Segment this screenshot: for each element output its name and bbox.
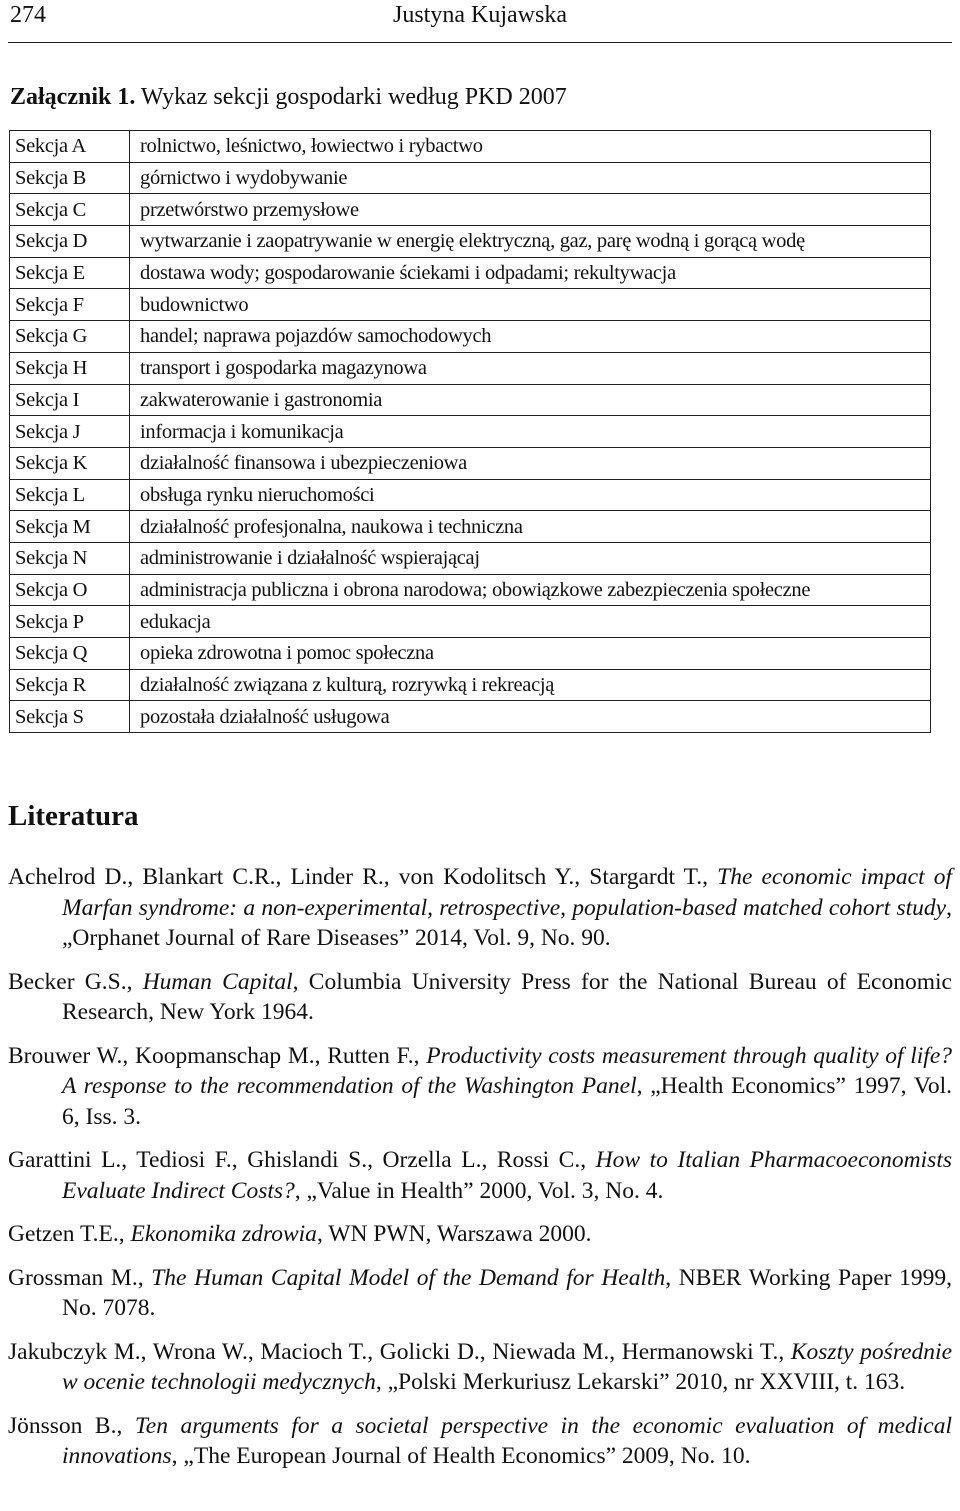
section-description: zakwaterowanie i gastronomia — [130, 384, 931, 416]
table-row — [10, 701, 931, 733]
reference-item — [8, 1041, 952, 1133]
table-row — [10, 479, 931, 511]
annex-label: Załącznik 1. — [10, 84, 136, 110]
section-description: pozostała działalność usługowa — [130, 701, 931, 733]
reference-authors: Getzen T.E., — [8, 1221, 131, 1247]
table-row — [10, 321, 931, 353]
section-description: działalność finansowa i ubezpieczeniowa — [130, 447, 931, 479]
section-code: Sekcja M — [10, 511, 130, 543]
reference-item — [8, 1145, 952, 1206]
section-code: Sekcja P — [10, 606, 130, 638]
reference-title: How to Italian Pharmacoeconomists Evaluate Indirect Costs? — [62, 1147, 952, 1204]
header-rule — [8, 42, 952, 43]
section-code: Sekcja C — [10, 194, 130, 226]
section-code: Sekcja N — [10, 542, 130, 574]
section-description: handel; naprawa pojazdów samochodowych — [130, 321, 931, 353]
literature-heading: Literatura — [8, 800, 139, 832]
section-code: Sekcja L — [10, 479, 130, 511]
reference-title: Ekonomika zdrowia — [130, 1221, 317, 1247]
table-row — [10, 542, 931, 574]
reference-item — [8, 1337, 952, 1398]
page-header — [10, 0, 950, 40]
section-description: obsługa rynku nieruchomości — [130, 479, 931, 511]
table-row — [10, 669, 931, 701]
reference-source: , NBER Working Paper 1999, No. 7078. — [62, 1264, 952, 1321]
section-description: administracja publiczna i obrona narodowa; obowiązkowe zabezpieczenia społeczne — [130, 574, 931, 606]
section-code: Sekcja D — [10, 226, 130, 258]
table-row — [10, 574, 931, 606]
section-code: Sekcja J — [10, 416, 130, 448]
section-description: działalność związana z kulturą, rozrywką i rekreacją — [130, 669, 931, 701]
table-row — [10, 257, 931, 289]
section-code: Sekcja B — [10, 162, 130, 194]
table-row — [10, 638, 931, 670]
section-description: górnictwo i wydobywanie — [130, 162, 931, 194]
section-description: rolnictwo, leśnictwo, łowiectwo i rybactwo — [130, 131, 931, 163]
table-row — [10, 416, 931, 448]
section-description: działalność profesjonalna, naukowa i techniczna — [130, 511, 931, 543]
table-row — [10, 226, 931, 258]
table-row — [10, 352, 931, 384]
reference-item — [8, 967, 952, 1028]
running-head-author: Justyna Kujawska — [393, 2, 567, 28]
section-code: Sekcja G — [10, 321, 130, 353]
reference-title: The Human Capital Model of the Demand for Health — [151, 1264, 666, 1291]
reference-source: , „Health Economics” 1997, Vol. 6, Iss. 3. — [62, 1073, 952, 1130]
reference-title: Koszty pośrednie w ocenie technologii medycznych — [62, 1338, 952, 1395]
annex-title-text: Wykaz sekcji gospodarki według PKD 2007 — [135, 84, 567, 110]
reference-authors: Jönsson B., — [8, 1412, 135, 1439]
reference-item — [8, 1263, 952, 1324]
section-description: budownictwo — [130, 289, 931, 321]
section-description: informacja i komunikacja — [130, 416, 931, 448]
section-description: przetwórstwo przemysłowe — [130, 194, 931, 226]
reference-item — [8, 1219, 952, 1250]
reference-title: Ten arguments for a societal perspective in the economic evaluation of medical innovations — [62, 1412, 952, 1469]
section-code: Sekcja K — [10, 447, 130, 479]
pkd-sections-body — [10, 131, 931, 733]
reference-item — [8, 1411, 952, 1472]
reference-source: , Columbia University Press for the National Bureau of Economic Research, New York 1964. — [62, 968, 952, 1025]
table-row — [10, 606, 931, 638]
reference-authors: Grossman M., — [8, 1264, 152, 1291]
reference-authors: Jakubczyk M., Wrona W., Macioch T., Golicki D., Niewada M., Hermanowski T., — [8, 1338, 791, 1365]
annex-title — [10, 84, 567, 111]
section-description: transport i gospodarka magazynowa — [130, 352, 931, 384]
reference-authors: Garattini L., Tediosi F., Ghislandi S., Orzella L., Rossi C., — [8, 1147, 596, 1173]
section-code: Sekcja S — [10, 701, 130, 733]
page-number: 274 — [10, 2, 46, 28]
section-code: Sekcja E — [10, 257, 130, 289]
section-code: Sekcja A — [10, 131, 130, 163]
section-code: Sekcja O — [10, 574, 130, 606]
reference-item — [8, 862, 952, 954]
section-description: opieka zdrowotna i pomoc społeczna — [130, 638, 931, 670]
reference-source: , „The European Journal of Health Economics” 2009, No. 10. — [171, 1443, 751, 1469]
table-row — [10, 131, 931, 163]
section-description: wytwarzanie i zaopatrywanie w energię elektryczną, gaz, parę wodną i gorącą wodę — [130, 226, 931, 258]
reference-source: , „Value in Health” 2000, Vol. 3, No. 4. — [294, 1177, 664, 1204]
section-description: edukacja — [130, 606, 931, 638]
reference-source: , „Orphanet Journal of Rare Diseases” 2014, Vol. 9, No. 90. — [62, 894, 952, 951]
reference-title: The economic impact of Marfan syndrome: a non-experimental, retrospective, population-based matched cohort study — [62, 864, 952, 921]
section-code: Sekcja H — [10, 352, 130, 384]
section-code: Sekcja I — [10, 384, 130, 416]
section-description: administrowanie i działalność wspierającaj — [130, 542, 931, 574]
reference-authors: Becker G.S., — [8, 968, 143, 995]
reference-source: , „Polski Merkuriusz Lekarski” 2010, nr XXVIII, t. 163. — [375, 1369, 906, 1395]
section-code: Sekcja Q — [10, 638, 130, 670]
table-row — [10, 511, 931, 543]
reference-title: Human Capital — [142, 968, 293, 995]
reference-list — [8, 862, 952, 1485]
table-row — [10, 289, 931, 321]
table-row — [10, 162, 931, 194]
reference-title: Productivity costs measurement through quality of life? A response to the recommendation of the Washington Panel — [62, 1042, 952, 1099]
table-row — [10, 194, 931, 226]
reference-authors: Achelrod D., Blankart C.R., Linder R., von Kodolitsch Y., Stargardt T., — [8, 864, 718, 890]
reference-authors: Brouwer W., Koopmanschap M., Rutten F., — [8, 1042, 427, 1069]
table-row — [10, 447, 931, 479]
pkd-sections-table — [9, 130, 931, 733]
reference-source: , WN PWN, Warszawa 2000. — [316, 1221, 592, 1247]
section-code: Sekcja F — [10, 289, 130, 321]
section-description: dostawa wody; gospodarowanie ściekami i odpadami; rekultywacja — [130, 257, 931, 289]
table-row — [10, 384, 931, 416]
section-code: Sekcja R — [10, 669, 130, 701]
